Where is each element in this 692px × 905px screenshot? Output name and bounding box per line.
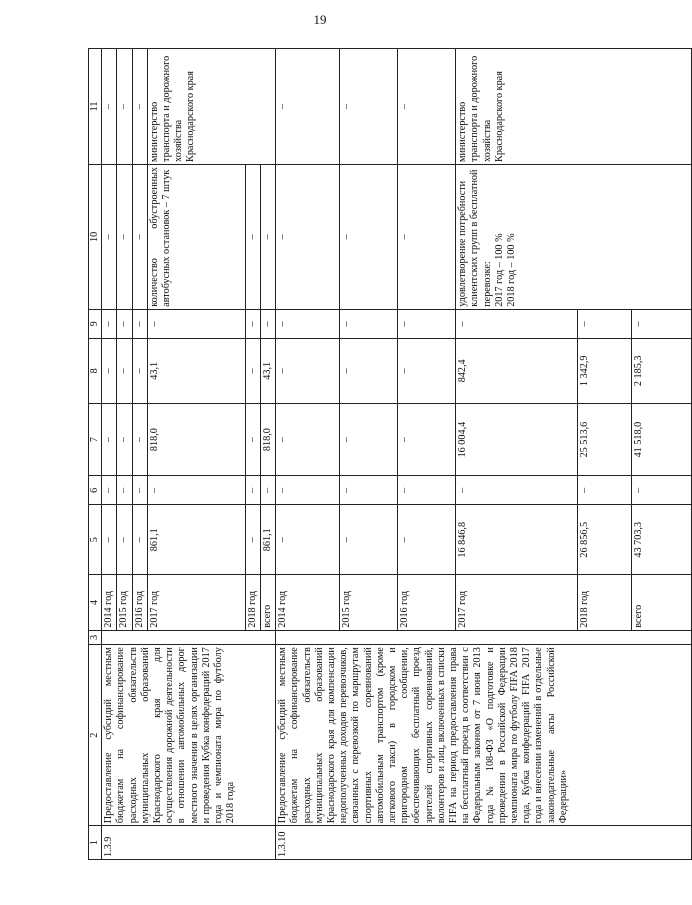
value-cell: – [276, 403, 340, 475]
result-cell: количество обустроенных автобусных остановок – 7 штук [147, 164, 245, 309]
period-cell: 2014 год [276, 575, 340, 631]
column-number-row [89, 49, 102, 860]
value-cell: – [132, 338, 147, 403]
value-cell: – [456, 309, 578, 338]
value-cell: – [632, 476, 692, 505]
col-header-9: 9 [89, 309, 102, 338]
value-cell: – [261, 309, 276, 338]
result-line: 2018 год – 100 % [506, 233, 518, 307]
value-cell: 861,1 [147, 505, 245, 575]
value-cell: – [102, 338, 117, 403]
col-header-10: 10 [89, 164, 102, 309]
value-cell: 26 856,5 [578, 505, 632, 575]
period-cell: 2014 год [102, 575, 117, 631]
value-cell: – [276, 476, 340, 505]
result-cell: – [132, 164, 147, 309]
row-number: 1.3.9 [102, 826, 276, 860]
value-cell: 41 518,0 [632, 403, 692, 475]
value-cell: – [261, 476, 276, 505]
row-col3 [276, 630, 692, 644]
result-cell: – [340, 164, 398, 309]
period-cell: 2015 год [117, 575, 132, 631]
value-cell: – [456, 476, 578, 505]
value-cell: – [102, 309, 117, 338]
value-cell: – [398, 338, 456, 403]
row-number: 1.3.10 [276, 826, 692, 860]
value-cell: 43,1 [147, 338, 245, 403]
value-cell: 16 004,4 [456, 403, 578, 475]
col-header-8: 8 [89, 338, 102, 403]
row-description: Предоставление субсидий местным бюджетам на софинансирование расходных обязательств муниципальных образований Краснодарского края для компенсации недополученных доходов перевозчиков, связанных с перевозкой по маршрутам спортивных соревнований автомобильным транспортом (кроме легкового такси) в городском и пригородном сообщении, обеспечивающих бесплатный проезд зрителей спортивных соревнований, волонтеров и лиц, включенных в списки FIFA на период предоставления права на бесплатный проезд в соответствии с Федеральным законом от 7 июня 2013 года № 108-ФЗ «О подготовке и проведении в Российской Федерации чемпионата мира по футболу FIFA 2018 года, Кубка конфедераций FIFA 2017 года и внесении изменений в отдельные законодательные акты Российской Федерации» [276, 645, 692, 826]
col-header-4: 4 [89, 575, 102, 631]
value-cell: – [117, 338, 132, 403]
col-header-5: 5 [89, 505, 102, 575]
responsible-cell: министерство транспорта и дорожного хозяйства Краснодарского края [456, 49, 692, 165]
value-cell: 818,0 [147, 403, 245, 475]
value-cell: – [147, 309, 245, 338]
value-cell: – [245, 505, 260, 575]
period-cell: 2018 год [245, 575, 260, 631]
value-cell: 1 342,9 [578, 338, 632, 403]
value-cell: – [102, 476, 117, 505]
result-text: удовлетворение потребности клиентских групп в бесплатной перевозке: [457, 169, 493, 307]
value-cell: – [276, 505, 340, 575]
value-cell: – [276, 338, 340, 403]
value-cell: 43,1 [261, 338, 276, 403]
period-cell: 2016 год [398, 575, 456, 631]
value-cell: – [245, 338, 260, 403]
value-cell: – [117, 403, 132, 475]
period-cell: 2017 год [147, 575, 245, 631]
result-cell: – [276, 164, 340, 309]
value-cell: – [340, 403, 398, 475]
col-header-2: 2 [89, 645, 102, 826]
value-cell: 43 703,3 [632, 505, 692, 575]
value-cell: – [102, 403, 117, 475]
value-cell: – [132, 403, 147, 475]
value-cell: – [398, 505, 456, 575]
period-cell: 2018 год [578, 575, 632, 631]
value-cell: – [340, 309, 398, 338]
value-cell: – [276, 309, 340, 338]
value-cell: – [117, 309, 132, 338]
value-cell: – [132, 476, 147, 505]
result-cell [456, 164, 692, 309]
result-line: 2017 год – 100 % [493, 233, 505, 307]
col-header-7: 7 [89, 403, 102, 475]
row-col3 [102, 630, 276, 644]
value-cell: – [147, 476, 245, 505]
responsible-cell: – [132, 49, 147, 165]
responsible-cell: – [276, 49, 340, 165]
col-header-11: 11 [89, 49, 102, 165]
period-cell: всего [261, 575, 276, 631]
program-activities-table [88, 48, 692, 860]
result-cell: – [245, 164, 260, 309]
value-cell: – [398, 403, 456, 475]
value-cell: – [245, 309, 260, 338]
value-cell: – [398, 476, 456, 505]
table-row [276, 49, 340, 860]
table-row [102, 49, 117, 860]
value-cell: 25 513,6 [578, 403, 632, 475]
value-cell: – [245, 476, 260, 505]
responsible-cell: – [398, 49, 456, 165]
value-cell: – [245, 403, 260, 475]
period-cell: 2015 год [340, 575, 398, 631]
value-cell: 16 846,8 [456, 505, 578, 575]
result-cell: – [398, 164, 456, 309]
result-cell: – [117, 164, 132, 309]
responsible-cell: министерство транспорта и дорожного хозяйства Краснодарского края [147, 49, 275, 165]
value-cell: – [117, 476, 132, 505]
period-cell: 2017 год [456, 575, 578, 631]
result-cell: – [261, 164, 276, 309]
value-cell: – [340, 338, 398, 403]
value-cell: – [102, 505, 117, 575]
value-cell: 2 185,3 [632, 338, 692, 403]
value-cell: 842,4 [456, 338, 578, 403]
period-cell: 2016 год [132, 575, 147, 631]
value-cell: – [578, 309, 632, 338]
rotated-table [88, 48, 645, 860]
responsible-cell: – [117, 49, 132, 165]
period-cell: всего [632, 575, 692, 631]
page-number: 19 [313, 12, 327, 27]
col-header-3: 3 [89, 630, 102, 644]
value-cell: – [632, 309, 692, 338]
value-cell: – [340, 476, 398, 505]
col-header-1: 1 [89, 826, 102, 860]
rotated-table-container [88, 48, 645, 860]
responsible-cell: – [340, 49, 398, 165]
value-cell: – [398, 309, 456, 338]
value-cell: – [340, 505, 398, 575]
value-cell: 861,1 [261, 505, 276, 575]
value-cell: – [117, 505, 132, 575]
result-cell: – [102, 164, 117, 309]
col-header-6: 6 [89, 476, 102, 505]
value-cell: – [578, 476, 632, 505]
row-description: Предоставление субсидий местным бюджетам на софинансирование расходных обязательств муниципальных образований Краснодарского края для осуществления дорожной деятельности в отношении автомобильных дорог местного значения в целях организации и проведения Кубка конфедераций 2017 года и чемпионата мира по футболу 2018 года [102, 645, 276, 826]
value-cell: – [132, 505, 147, 575]
responsible-cell: – [102, 49, 117, 165]
value-cell: – [132, 309, 147, 338]
value-cell: 818,0 [261, 403, 276, 475]
